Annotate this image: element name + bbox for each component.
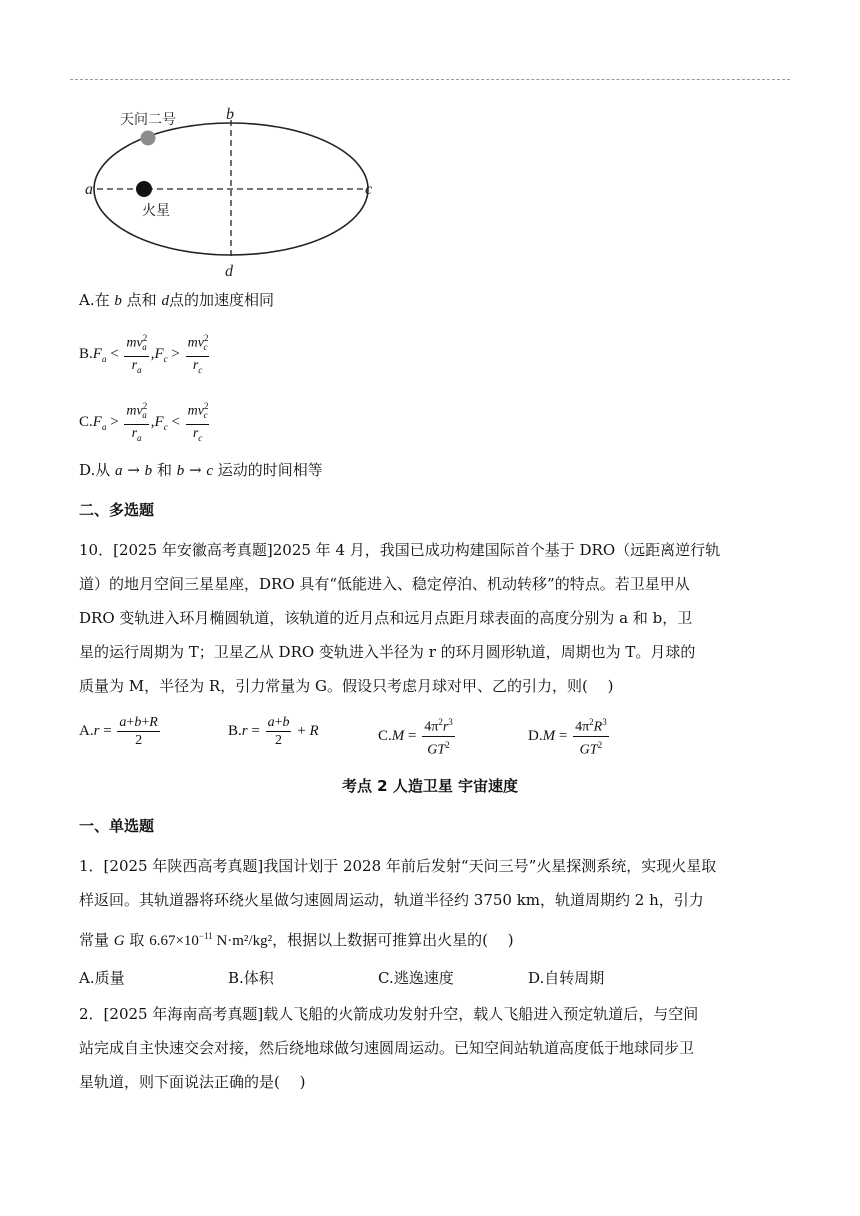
q10-option-d: D. M = $\frac{4\pi^2R^3}{GT^2}$	[528, 714, 611, 758]
point-d-label: d	[225, 263, 233, 280]
q1-option-d: D.自转周期	[528, 969, 605, 987]
q1-option-a: A.质量	[79, 969, 125, 987]
q1-line-3: 常量 G 取 $6.67\times 10^{-11}$ N·m²/kg²，根据以上数据可推算出火星的( )	[79, 931, 514, 949]
q2-line-2: 站完成自主快速交会对接，然后绕地球做匀速圆周运动。已知空间站轨道高度低于地球同步卫	[79, 1039, 695, 1057]
orbit-diagram	[80, 100, 380, 280]
q9-option-a: A.在 b 点和 d点的加速度相同	[79, 291, 274, 309]
q9-option-b: B. $F_a$ < $\frac{mv^2_a}{r_a}$ , $F_c$ > $\frac{mv^2_c}{r_c}$	[79, 330, 211, 379]
q1-option-b: B.体积	[228, 969, 274, 987]
section-heading-multi: 二、多选题	[79, 501, 155, 519]
mars-marker	[136, 181, 152, 197]
q10-line-1: 10．[2025 年安徽高考真题]2025 年 4 月，我国已成功构建国际首个基于 DRO（远距离逆行轨	[79, 541, 721, 559]
q10-option-c: C. M = $\frac{4\pi^2r^3}{GT^2}$	[378, 714, 457, 758]
q9-option-c: C. $F_a$ > $\frac{mv^2_a}{r_a}$ , $F_c$ < $\frac{mv^2_c}{r_c}$	[79, 398, 211, 447]
q10-option-b: B. r = $\frac{a+b}{2}$ + R	[228, 715, 319, 748]
probe-label: 天问二号	[120, 112, 176, 128]
q10-line-2: 道）的地月空间三星星座，DRO 具有“低能进入、稳定停泊、机动转移”的特点。若卫星甲从	[79, 575, 690, 593]
q1-option-c: C.逃逸速度	[378, 969, 454, 987]
q2-line-3: 星轨道，则下面说法正确的是( )	[79, 1073, 306, 1091]
q10-option-a: A. r = $\frac{a+b+R}{2}$	[79, 715, 158, 748]
point-a-label: a	[85, 181, 93, 198]
point-b-label: b	[226, 106, 234, 123]
planet-label: 火星	[142, 203, 170, 219]
q10-line-5: 质量为 M，半径为 R，引力常量为 G。假设只考虑月球对甲、乙的引力，则( )	[79, 677, 614, 695]
probe-marker	[141, 131, 156, 146]
q1-line-2: 样返回。其轨道器将环绕火星做匀速圆周运动，轨道半径约 3750 km，轨道周期约 2 h，引力	[79, 891, 704, 909]
q10-line-3: DRO 变轨进入环月椭圆轨道，该轨道的近月点和远月点距月球表面的高度分别为 a 和 b，卫	[79, 609, 693, 627]
q1-line-1: 1．[2025 年陕西高考真题]我国计划于 2028 年前后发射“天问三号”火星探测系统，实现火星取	[79, 857, 717, 875]
topic-title: 考点 2 人造卫星 宇宙速度	[341, 777, 519, 795]
q2-line-1: 2．[2025 年海南高考真题]载人飞船的火箭成功发射升空，载人飞船进入预定轨道后，与空间	[79, 1005, 699, 1023]
header-rule	[70, 79, 790, 80]
q9-option-d: D.从 a → b 和 b → c 运动的时间相等	[79, 461, 323, 479]
point-c-label: c	[365, 181, 373, 198]
q10-line-4: 星的运行周期为 T；卫星乙从 DRO 变轨进入半径为 r 的环月圆形轨道，周期也为 T。月球的	[79, 643, 696, 661]
section-heading-single: 一、单选题	[79, 817, 155, 835]
